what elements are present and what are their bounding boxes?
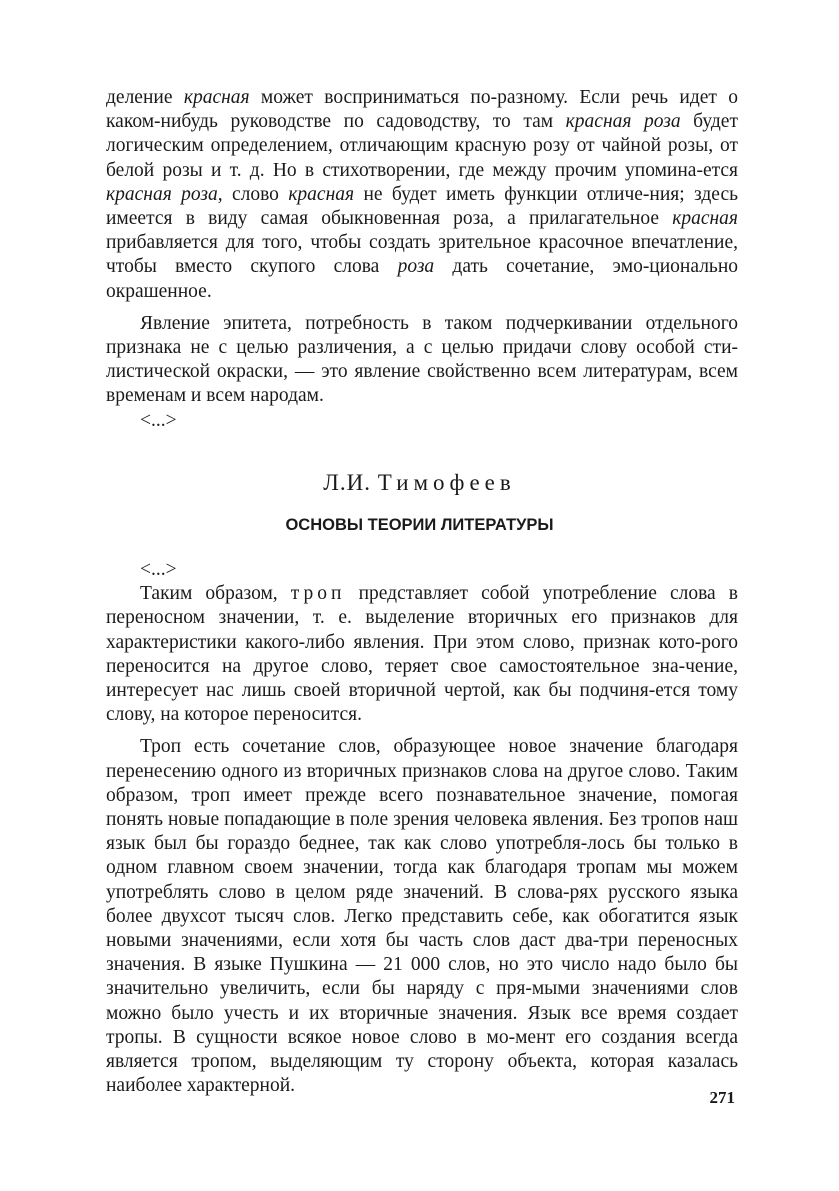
- paragraph-trope-meaning: Троп есть сочетание слов, образующее новое значение благодаря перенесению одного из вторичных признаков слова на другое слово. Таким образом, троп имеет прежде всего познавательное значение, помогая понять новые попадающие в поле зрения человека явления. Без тропов наш язык был бы гораздо беднее, так как слово употребля-лось бы только в одном главном своем значении, тогда как благодаря тропам мы можем употреблять слово в целом ряде значений. В слова-рях русского языка более двухсот тысяч слов. Легко представить себе, как обогатится язык новыми значениями, если хотя бы часть слов даст два-три переносных значения. В языке Пушкина — 21 000 слов, но это число надо было бы значительно увеличить, если бы наряду с пря-мыми значениями слов можно было учесть и их вторичные значения. Язык все время создает тропы. В сущности всякое новое слово в мо-мент его создания всегда является тропом, выделяющим ту сторону объекта, которая казалась наиболее характерной.: [106, 736, 738, 1097]
- paragraph-trope-definition: Таким образом, троп представляет собой употребление слова в переносном значении, т. е. выделение вторичных его признаков для характеристики какого-либо явления. При этом слово, признак кото-рого переносится на другое слово, теряет свое самостоятельное зна-чение, интересует нас лишь своей вторичной чертой, как бы подчиня-ется тому слову, на которое переносится.: [106, 583, 738, 726]
- author-name: Л.И. Тимофеев: [323, 470, 516, 495]
- text-block-epithet: [106, 86, 738, 433]
- ellipsis-mark: <...>: [140, 409, 177, 431]
- book-title: ОСНОВЫ ТЕОРИИ ЛИТЕРАТУРЫ: [285, 516, 554, 534]
- paragraph-epithet-phenomenon: Явление эпитета, потребность в таком подчеркивании отдельного признака не с целью различения, а с целью придачи слову особой сти-листической окраски, — это явление свойственно всем литературам, всем временам и всем народам.: [106, 312, 738, 407]
- paragraph-epithet-definition: деление красная может восприниматься по-разному. Если речь идет о каком-нибудь руководстве по садоводству, то там красная роза будет логическим определением, отличающим красную розу от чайной розы, от белой розы и т. д. Но в стихотворении, где между прочим упомина-ется красная роза, слово красная не будет иметь функции отличе-ния; здесь имеется в виду самая обыкновенная роза, а прилагательное красная прибавляется для того, чтобы создать зрительное красочное впечатление, чтобы вместо скупого слова роза дать сочетание, эмо-ционально окрашенное.: [106, 87, 739, 302]
- page-number: 271: [709, 1088, 735, 1107]
- ellipsis-mark: <...>: [140, 559, 177, 580]
- text-block-trope: [106, 558, 738, 1098]
